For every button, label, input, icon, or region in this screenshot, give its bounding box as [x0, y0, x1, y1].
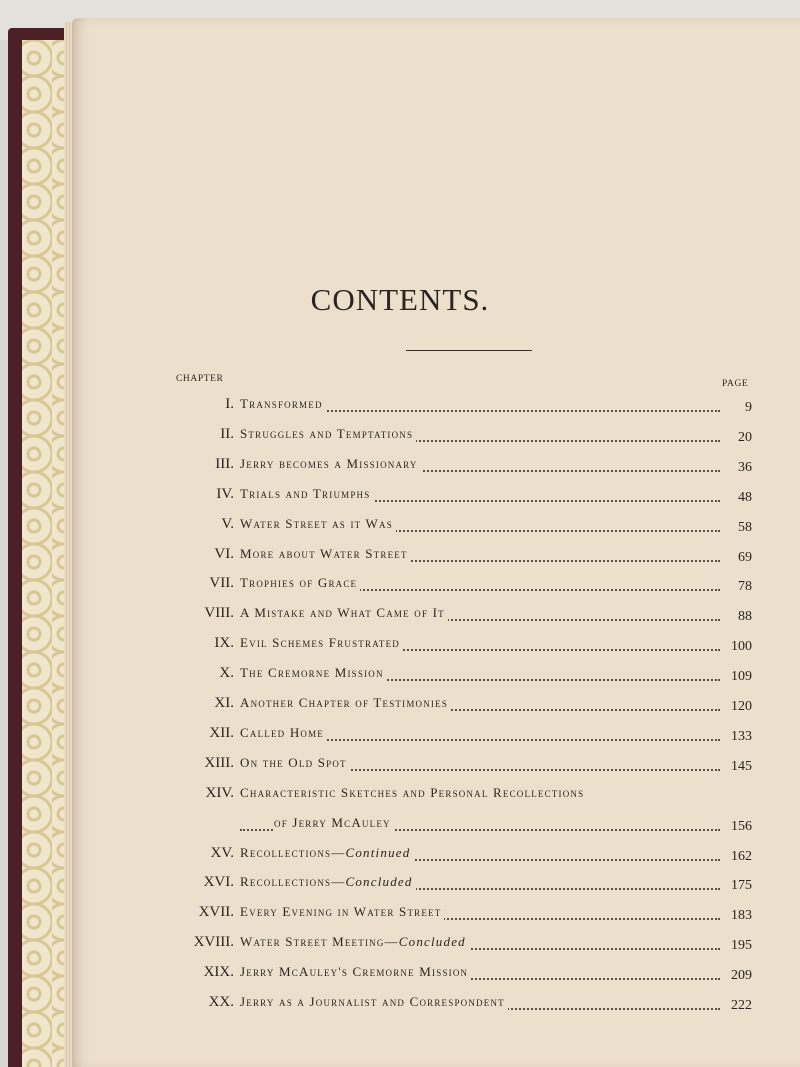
page-number: 145 [727, 759, 752, 775]
toc-entry [0, 573, 800, 597]
toc-entry [0, 514, 800, 538]
chapter-title-italic: Continued [345, 844, 411, 860]
chapter-title [240, 456, 421, 472]
toc-entry [0, 544, 800, 568]
page-number: 9 [741, 400, 752, 416]
page-number: 69 [734, 550, 752, 566]
chapter-title-text: A Mistake and What Came of It [240, 605, 445, 621]
chapter-title-italic: Concluded [398, 934, 466, 950]
page-number: 162 [727, 849, 752, 865]
chapter-number: XVII. [198, 904, 234, 921]
chapter-number: XX. [208, 994, 234, 1010]
chapter-title [240, 994, 508, 1010]
page-number: 78 [734, 579, 752, 595]
page-number: 20 [734, 430, 752, 446]
chapter-title-text: Struggles and Temptations [240, 425, 414, 441]
page-number: 183 [727, 908, 752, 924]
chapter-title [240, 665, 387, 681]
title-rule [406, 350, 532, 351]
chapter-number: III. [215, 455, 234, 472]
page-number: 58 [734, 520, 752, 536]
chapter-title [240, 486, 373, 502]
toc-entry [0, 484, 800, 508]
chapter-title-text: Recollections— [240, 874, 346, 890]
chapter-title-text: Another Chapter of Testimonies [240, 695, 449, 710]
toc-entry [0, 723, 800, 747]
chapter-title-text: Evil Schemes Frustrated [240, 635, 401, 651]
chapter-number: XIX. [203, 964, 234, 981]
toc-entry [0, 962, 800, 986]
chapter-number: I. [225, 396, 234, 412]
chapter-title [240, 755, 350, 771]
chapter-title-text: of Jerry McAuley [274, 814, 391, 830]
chapter-title [240, 785, 587, 801]
toc-entry [0, 783, 800, 807]
chapter-title-italic: Concluded [345, 874, 413, 890]
toc-entry [0, 753, 800, 777]
chapter-title-text: Every Evening in Water Street [240, 904, 442, 920]
toc-entry [0, 603, 800, 627]
toc-entry [0, 813, 800, 837]
toc-entry [0, 394, 800, 418]
chapter-title [240, 725, 327, 741]
chapter-title [240, 635, 403, 651]
chapter-number: XVI. [203, 874, 234, 891]
chapter-title [240, 845, 413, 861]
chapter-title [240, 964, 471, 980]
toc-entry [0, 663, 800, 687]
chapter-title [274, 815, 394, 831]
page-number: 109 [727, 669, 752, 685]
chapter-number: IX. [214, 635, 234, 652]
chapter-title-text: Recollections— [240, 844, 346, 860]
chapter-title-text: Trials and Triumphs [240, 485, 371, 501]
chapter-title-text: Water Street Meeting— [240, 934, 399, 950]
page-number: 195 [727, 938, 752, 954]
chapter-number: XI. [214, 695, 234, 711]
toc-entry [0, 424, 800, 448]
chapter-number: XIV. [205, 784, 234, 801]
page-number: 88 [734, 609, 752, 625]
chapter-title [240, 426, 416, 442]
chapter-number: XIII. [204, 754, 234, 771]
chapter-title [240, 516, 396, 532]
page-number: 175 [727, 878, 752, 894]
chapter-title-text: Transformed [240, 396, 323, 411]
page-number: 120 [727, 699, 752, 715]
chapter-number: VI. [214, 545, 234, 562]
page-number: 133 [727, 729, 752, 745]
chapter-title-text: Jerry McAuley's Cremorne Mission [240, 964, 469, 980]
chapter-number: II. [220, 425, 234, 442]
chapter-number: V. [221, 515, 234, 532]
chapter-number: VII. [209, 575, 234, 592]
chapter-title [240, 546, 411, 562]
page-number: 209 [727, 968, 752, 984]
toc-entry [0, 992, 800, 1016]
chapter-title-text: Water Street as it Was [240, 515, 393, 531]
toc-entry [0, 454, 800, 478]
page-title: CONTENTS. [310, 282, 490, 317]
toc-entry [0, 872, 800, 896]
chapter-title [240, 575, 360, 591]
chapter-title-text: Jerry as a Journalist and Correspondent [240, 994, 505, 1009]
chapter-title [240, 874, 416, 890]
chapter-title-text: Called Home [240, 724, 325, 740]
toc-entry [0, 633, 800, 657]
page-number: 100 [727, 639, 752, 655]
chapter-title-text: Jerry becomes a Missionary [240, 455, 418, 471]
page-number: 156 [727, 819, 752, 835]
page-number: 48 [734, 490, 752, 506]
chapter-number: IV. [216, 485, 234, 502]
chapter-number: XII. [209, 724, 234, 741]
chapter-title-text: Trophies of Grace [240, 575, 358, 591]
page-number: 222 [727, 998, 752, 1014]
toc-entry [0, 932, 800, 956]
chapter-title [240, 396, 326, 412]
chapter-title [240, 695, 451, 711]
chapter-title [240, 934, 469, 950]
chapter-title-text: Characteristic Sketches and Personal Recollections [240, 784, 585, 800]
chapter-number: X. [219, 665, 234, 682]
chapter-number: VIII. [204, 605, 234, 622]
chapter-column-header: CHAPTER [176, 374, 224, 384]
chapter-number: XVIII. [193, 934, 234, 951]
chapter-title [240, 605, 448, 621]
chapter-title-text: More about Water Street [240, 545, 408, 561]
toc-entry [0, 693, 800, 717]
toc-entry [0, 843, 800, 867]
chapter-number: XV. [210, 844, 234, 861]
page-column-header: PAGE [722, 379, 749, 389]
toc-entry [0, 902, 800, 926]
chapter-title-text: The Cremorne Mission [240, 665, 384, 681]
chapter-title [240, 904, 444, 920]
page-number: 36 [734, 460, 752, 476]
chapter-title-text: On the Old Spot [240, 754, 347, 770]
